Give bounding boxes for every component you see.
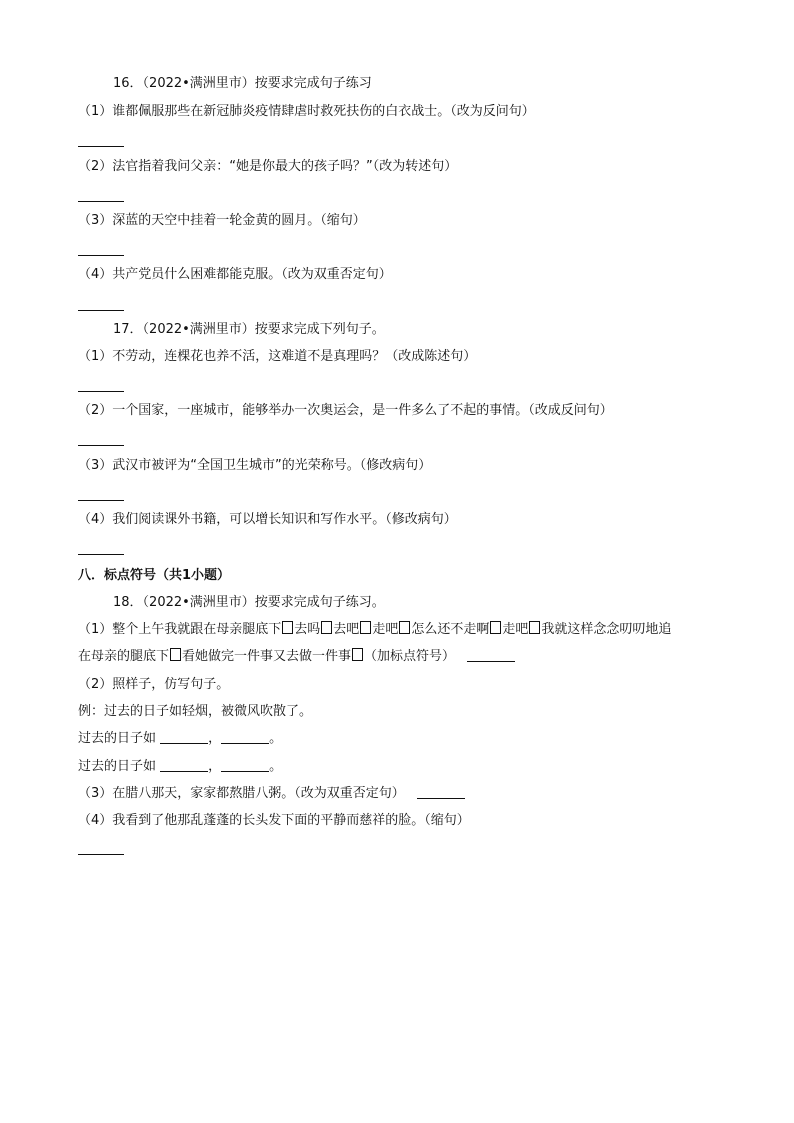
- q18-seg-2: 去吧: [333, 622, 360, 637]
- q18-cont-c: （加标点符号）: [364, 649, 456, 664]
- question-18-part-1-line-1: [78, 620, 671, 640]
- q18-seg-0: （1）整个上午我就跟在母亲腿底下: [78, 622, 282, 637]
- punctuation-box[interactable]: [399, 621, 410, 634]
- q18-seg-1: 去吗: [294, 622, 321, 637]
- question-18-part-3: [78, 784, 465, 804]
- answer-blank-18-2d[interactable]: [221, 771, 269, 772]
- question-17-part-3: （3）武汉市被评为“全国卫生城市”的光荣称号。（修改病句）: [78, 458, 432, 473]
- question-16-header: 16．（2022•满洲里市）按要求完成句子练习: [113, 76, 372, 91]
- period: 。: [269, 759, 283, 774]
- q18-cont-b: 看她做完一件事又去做一件事: [182, 649, 352, 664]
- q18-seg-3: 走吧: [372, 622, 399, 637]
- imitate-line-2: [78, 757, 282, 777]
- answer-blank-18-1[interactable]: [467, 661, 515, 662]
- punctuation-box[interactable]: [490, 621, 501, 634]
- answer-line-17-4[interactable]: [78, 554, 124, 555]
- question-17-header: 17．（2022•满洲里市）按要求完成下列句子。: [113, 322, 385, 337]
- answer-line-16-1[interactable]: [78, 146, 124, 147]
- answer-blank-18-2c[interactable]: [160, 771, 208, 772]
- answer-line-16-4[interactable]: [78, 310, 124, 311]
- question-16-part-1: （1）谁都佩服那些在新冠肺炎疫情肆虐时救死扶伤的白衣战士。（改为反问句）: [78, 104, 535, 119]
- imitate-prefix: 过去的日子如: [78, 759, 157, 774]
- question-17-part-4: （4）我们阅读课外书籍，可以增长知识和写作水平。（修改病句）: [78, 512, 457, 527]
- q18-seg-6: 我就这样念念叨叨地追: [541, 622, 672, 637]
- question-16-part-4: （4）共产党员什么困难都能克服。（改为双重否定句）: [78, 267, 392, 282]
- comma: ，: [208, 759, 222, 774]
- answer-line-17-2[interactable]: [78, 445, 124, 446]
- punctuation-box[interactable]: [321, 621, 332, 634]
- period: 。: [269, 731, 283, 746]
- punctuation-box[interactable]: [170, 648, 181, 661]
- imitate-line-1: [78, 729, 282, 749]
- answer-line-17-1[interactable]: [78, 391, 124, 392]
- punctuation-box[interactable]: [282, 621, 293, 634]
- question-17-part-1: （1）不劳动，连棵花也养不活，这难道不是真理吗？（改成陈述句）: [78, 349, 477, 364]
- q18-cont-a: 在母亲的腿底下: [78, 649, 170, 664]
- answer-line-18-4[interactable]: [78, 854, 124, 855]
- q18-seg-4: 怎么还不走啊: [411, 622, 490, 637]
- punctuation-box[interactable]: [352, 648, 363, 661]
- answer-blank-18-2b[interactable]: [221, 743, 269, 744]
- question-18-part-1-line-2: [78, 647, 515, 667]
- punctuation-box[interactable]: [360, 621, 371, 634]
- answer-line-16-3[interactable]: [78, 255, 124, 256]
- question-17-part-2: （2）一个国家，一座城市，能够举办一次奥运会，是一件多么了不起的事情。（改成反问句）: [78, 403, 613, 418]
- comma: ，: [208, 731, 222, 746]
- answer-blank-18-3[interactable]: [417, 798, 465, 799]
- answer-line-16-2[interactable]: [78, 201, 124, 202]
- q18-seg-5: 走吧: [502, 622, 529, 637]
- question-18-part-2: （2）照样子，仿写句子。: [78, 677, 230, 692]
- question-18-example: 例：过去的日子如轻烟，被微风吹散了。: [78, 704, 313, 719]
- answer-line-17-3[interactable]: [78, 500, 124, 501]
- section-8-title: 八．标点符号（共1小题）: [78, 568, 231, 583]
- question-16-part-2: （2）法官指着我问父亲：“她是你最大的孩子吗？”（改为转述句）: [78, 159, 458, 174]
- question-18-part-4: （4）我看到了他那乱蓬蓬的长头发下面的平静而慈祥的脸。（缩句）: [78, 813, 470, 828]
- question-16-part-3: （3）深蓝的天空中挂着一轮金黄的圆月。（缩句）: [78, 213, 366, 228]
- imitate-prefix: 过去的日子如: [78, 731, 157, 746]
- answer-blank-18-2a[interactable]: [160, 743, 208, 744]
- question-18-header: 18．（2022•满洲里市）按要求完成句子练习。: [113, 595, 385, 610]
- q18-p3-text: （3）在腊八那天，家家都熬腊八粥。（改为双重否定句）: [78, 786, 405, 801]
- punctuation-box[interactable]: [529, 621, 540, 634]
